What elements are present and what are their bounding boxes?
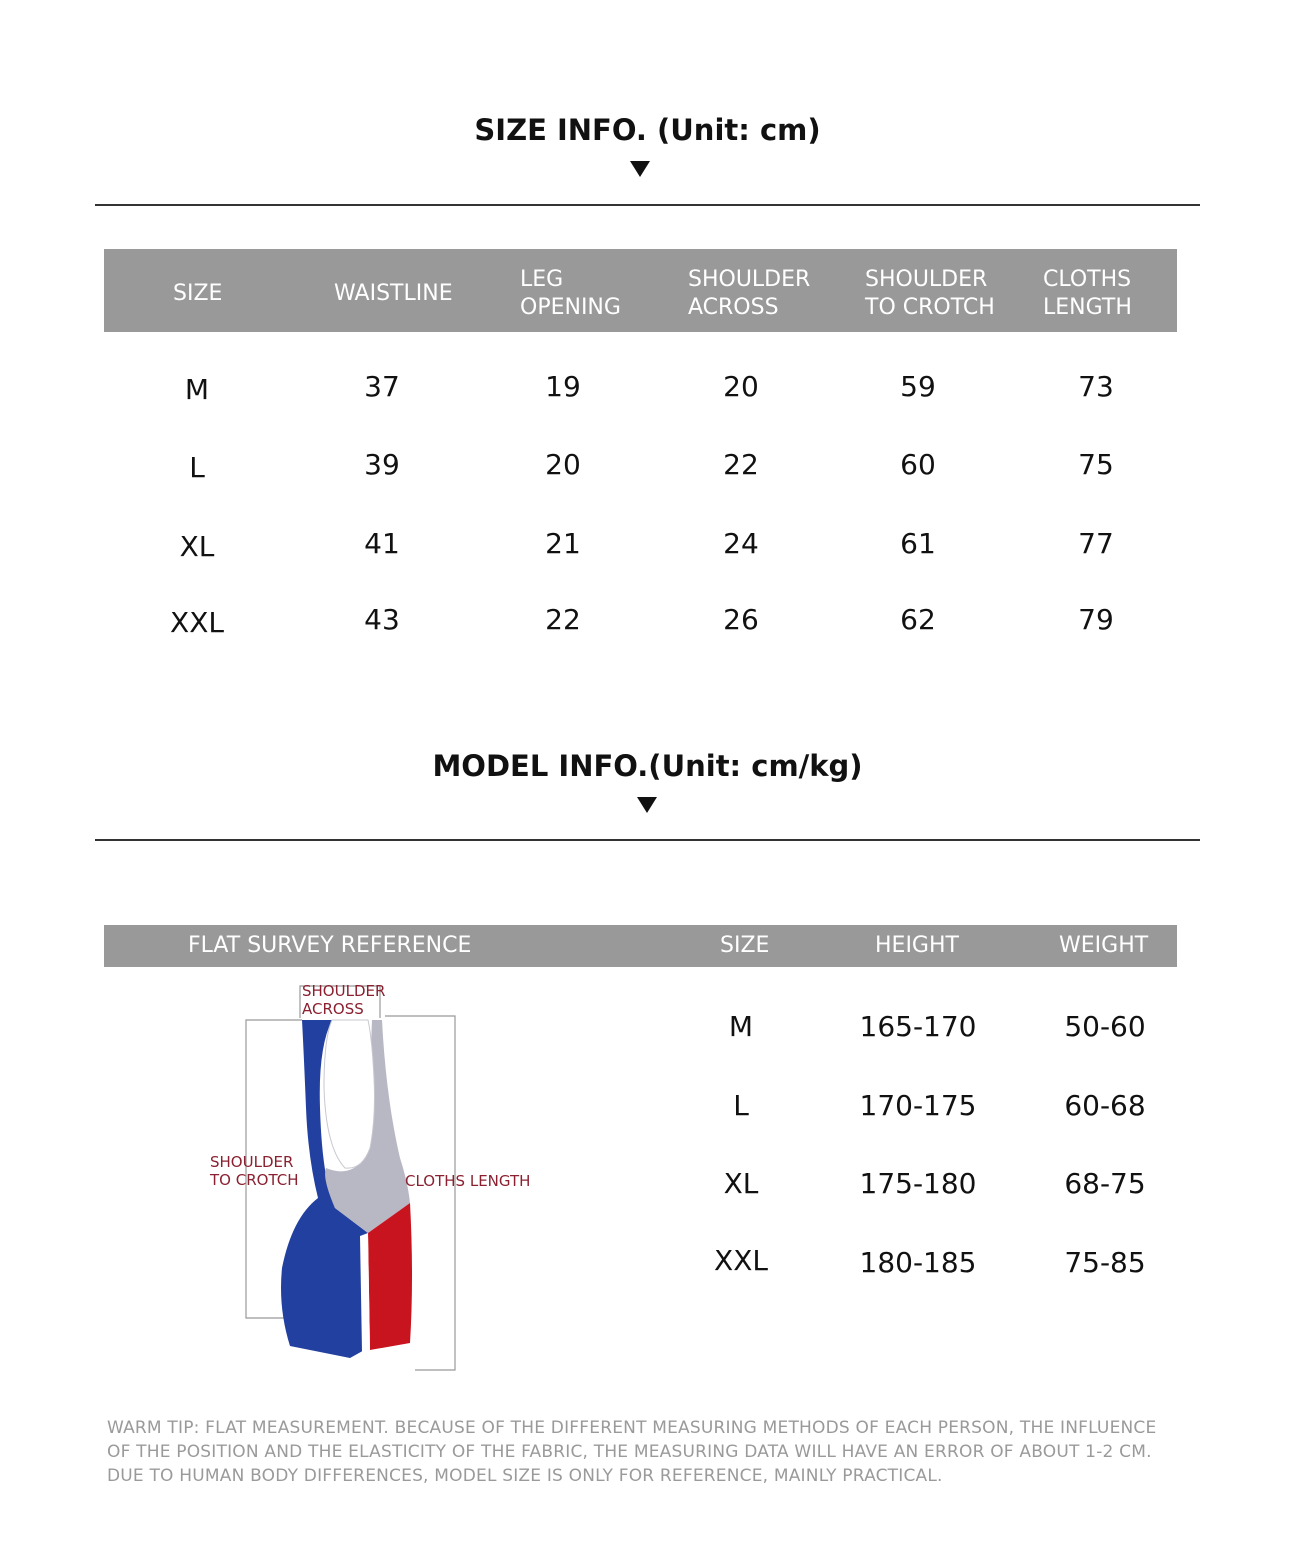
down-arrow-icon	[630, 161, 650, 177]
cloths-length-cell: 75	[1078, 448, 1114, 481]
model-size-cell: XL	[723, 1167, 759, 1200]
header-size: SIZE	[173, 281, 223, 306]
size-cell: XL	[179, 530, 215, 563]
shoulder-to-crotch-cell: 60	[900, 448, 936, 481]
leg-opening-cell: 19	[545, 370, 581, 403]
leg-opening-cell: 22	[545, 603, 581, 636]
header-waistline: WAISTLINE	[334, 281, 453, 306]
model-weight-cell: 50-60	[1064, 1010, 1146, 1043]
shoulder-across-cell: 20	[723, 370, 759, 403]
warm-tip-line: OF THE POSITION AND THE ELASTICITY OF THE FABRIC, THE MEASURING DATA WILL HAVE AN ERROR OF ABOUT 1-2 CM.	[107, 1442, 1152, 1462]
header-weight: WEIGHT	[1059, 933, 1149, 958]
size-info-title: SIZE INFO. (Unit: cm)	[474, 113, 821, 147]
model-height-cell: 175-180	[859, 1167, 977, 1200]
warm-tip	[107, 1416, 1217, 1488]
down-arrow-icon	[637, 797, 657, 813]
size-cell: M	[184, 373, 210, 406]
model-height-cell: 170-175	[859, 1089, 977, 1122]
model-table-header	[104, 925, 1177, 967]
divider	[95, 839, 1200, 841]
warm-tip-line: DUE TO HUMAN BODY DIFFERENCES, MODEL SIZE IS ONLY FOR REFERENCE, MAINLY PRACTICAL.	[107, 1466, 943, 1486]
model-info-title: MODEL INFO.(Unit: cm/kg)	[432, 749, 863, 783]
model-size-cell: XXL	[714, 1244, 768, 1277]
model-weight-cell: 68-75	[1064, 1167, 1146, 1200]
cloths-length-cell: 79	[1078, 603, 1114, 636]
shoulder-to-crotch-cell: 62	[900, 603, 936, 636]
size-table-header	[104, 249, 1177, 332]
shoulder-across-cell: 24	[723, 527, 759, 560]
model-size-cell: M	[728, 1010, 754, 1043]
waistline-cell: 39	[364, 448, 400, 481]
model-weight-cell: 75-85	[1064, 1246, 1146, 1279]
label-shoulder-across: SHOULDER ACROSS	[302, 982, 386, 1018]
leg-opening-cell: 20	[545, 448, 581, 481]
waistline-cell: 41	[364, 527, 400, 560]
waistline-cell: 43	[364, 603, 400, 636]
leg-opening-cell: 21	[545, 527, 581, 560]
model-height-cell: 180-185	[859, 1246, 977, 1279]
header-flat-survey-reference: FLAT SURVEY REFERENCE	[188, 933, 472, 958]
divider	[95, 204, 1200, 206]
shoulder-across-cell: 26	[723, 603, 759, 636]
cloths-length-cell: 77	[1078, 527, 1114, 560]
shoulder-to-crotch-cell: 59	[900, 370, 936, 403]
label-cloths-length: CLOTHS LENGTH	[405, 1172, 531, 1190]
model-height-cell: 165-170	[859, 1010, 977, 1043]
model-weight-cell: 60-68	[1064, 1089, 1146, 1122]
header-shoulder-to-crotch: SHOULDER TO CROTCH	[865, 267, 995, 320]
header-cloths-length: CLOTHS LENGTH	[1043, 267, 1132, 320]
header-size: SIZE	[720, 933, 770, 958]
shoulder-across-cell: 22	[723, 448, 759, 481]
model-size-cell: L	[733, 1089, 749, 1122]
label-shoulder-to-crotch: SHOULDER TO CROTCH	[210, 1153, 299, 1189]
size-cell: L	[189, 451, 205, 484]
header-height: HEIGHT	[875, 933, 959, 958]
size-cell: XXL	[170, 606, 224, 639]
waistline-cell: 37	[364, 370, 400, 403]
warm-tip-line: WARM TIP: FLAT MEASUREMENT. BECAUSE OF THE DIFFERENT MEASURING METHODS OF EACH PERSON, THE INFLUENCE	[107, 1418, 1157, 1438]
shoulder-to-crotch-cell: 61	[900, 527, 936, 560]
cloths-length-cell: 73	[1078, 370, 1114, 403]
header-leg-opening: LEG OPENING	[520, 267, 621, 320]
header-shoulder-across: SHOULDER ACROSS	[688, 267, 811, 320]
